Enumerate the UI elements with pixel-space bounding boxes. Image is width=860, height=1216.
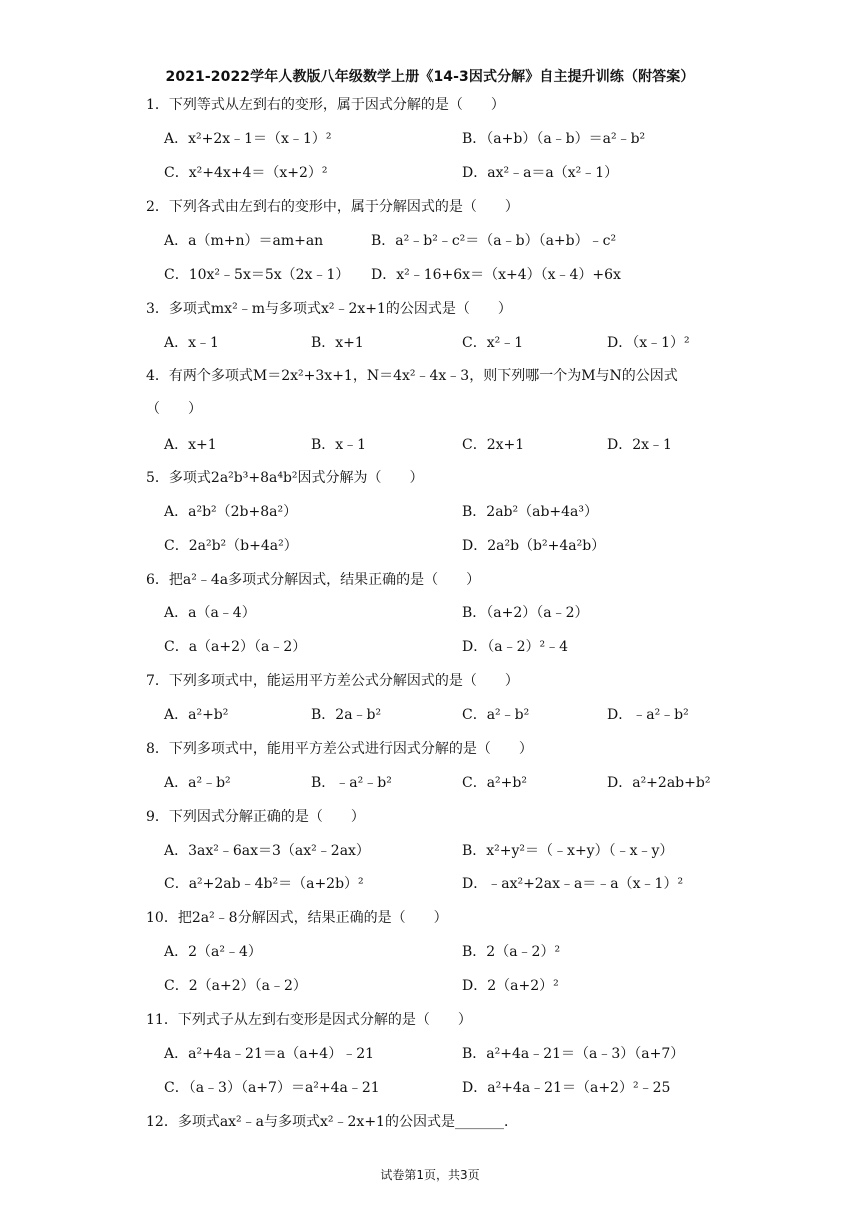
question-2-option-d: D．x²﹣16+6x＝（x+4）（x﹣4）+6x (371, 267, 621, 283)
question-11-option-b: B．a²+4a﹣21＝（a﹣3）（a+7） (462, 1046, 685, 1062)
question-10: 10．把2a²﹣8分解因式，结果正确的是（ ） (146, 910, 448, 926)
question-2-option-a: A．a（m+n）＝am+an (164, 233, 324, 249)
question-12: 12．多项式ax²﹣a与多项式x²﹣2x+1的公因式是_______． (146, 1114, 518, 1130)
question-8-option-a: A．a²﹣b² (164, 775, 231, 791)
question-1-option-d: D．ax²﹣a＝a（x²﹣1） (462, 165, 619, 181)
question-8: 8．下列多项式中，能用平方差公式进行因式分解的是（ ） (146, 741, 533, 757)
question-11: 11．下列式子从左到右变形是因式分解的是（ ） (146, 1012, 472, 1028)
question-3: 3．多项式mx²﹣m与多项式x²﹣2x+1的公因式是（ ） (146, 301, 512, 317)
page-footer: 试卷第1页，共3页 (380, 1168, 480, 1182)
question-6-option-c: C．a（a+2）（a﹣2） (164, 639, 307, 655)
page-title: 2021-2022学年人教版八年级数学上册《14-3因式分解》自主提升训练（附答案） (165, 69, 695, 85)
question-10-option-d: D．2（a+2）² (462, 978, 559, 994)
question-4-option-d: D．2x﹣1 (607, 437, 672, 453)
question-6-option-d: D．（a﹣2）²﹣4 (462, 639, 568, 655)
question-5-option-a: A．a²b²（2b+8a²） (164, 504, 298, 520)
question-4: 4．有两个多项式M＝2x²+3x+1，N＝4x²﹣4x﹣3，则下列哪一个为M与N的公因式（ ） (146, 368, 678, 417)
question-9-option-a: A．3ax²﹣6ax＝3（ax²﹣2ax） (164, 843, 370, 859)
question-8-option-b: B．﹣a²﹣b² (311, 775, 392, 791)
question-2-option-c: C．10x²﹣5x＝5x（2x﹣1） (164, 267, 350, 283)
question-7-option-a: A．a²+b² (164, 707, 229, 723)
question-11-option-d: D．a²+4a﹣21＝（a+2）²﹣25 (462, 1080, 671, 1096)
question-9-option-c: C．a²+2ab﹣4b²＝（a+2b）² (164, 876, 364, 892)
question-9-option-b: B．x²+y²＝（﹣x+y）（﹣x﹣y） (462, 843, 674, 859)
question-4-option-c: C．2x+1 (462, 437, 525, 453)
question-1-option-a: A．x²+2x﹣1＝（x﹣1）² (164, 131, 332, 147)
question-6: 6．把a²﹣4a多项式分解因式，结果正确的是（ ） (146, 572, 481, 588)
question-11-option-a: A．a²+4a﹣21＝a（a+4）﹣21 (164, 1046, 375, 1062)
question-1: 1．下列等式从左到右的变形，属于因式分解的是（ ） (146, 97, 505, 113)
question-3-option-d: D．（x﹣1）² (607, 335, 690, 351)
question-5: 5．多项式2a²b³+8a⁴b²因式分解为（ ） (146, 470, 424, 486)
question-2: 2．下列各式由左到右的变形中，属于分解因式的是（ ） (146, 199, 519, 215)
question-6-option-a: A．a（a﹣4） (164, 605, 256, 621)
question-5-option-c: C．2a²b²（b+4a²） (164, 538, 298, 554)
question-5-option-d: D．2a²b（b²+4a²b） (462, 538, 606, 554)
question-5-option-b: B．2ab²（ab+4a³） (462, 504, 599, 520)
question-1-option-c: C．x²+4x+4＝（x+2）² (164, 165, 328, 181)
question-6-option-b: B．（a+2）（a﹣2） (462, 605, 589, 621)
question-7-option-c: C．a²﹣b² (462, 707, 530, 723)
question-9: 9．下列因式分解正确的是（ ） (146, 809, 365, 825)
question-10-option-c: C．2（a+2）（a﹣2） (164, 978, 307, 994)
question-11-option-c: C．（a﹣3）（a+7）＝a²+4a﹣21 (164, 1080, 380, 1096)
question-9-option-d: D．﹣ax²+2ax﹣a＝﹣a（x﹣1）² (462, 876, 684, 892)
question-7-option-b: B．2a﹣b² (311, 707, 382, 723)
question-4-option-a: A．x+1 (164, 437, 217, 453)
question-1-option-b: B．（a+b）（a﹣b）＝a²﹣b² (462, 131, 646, 147)
question-3-option-b: B．x+1 (311, 335, 364, 351)
question-7: 7．下列多项式中，能运用平方差公式分解因式的是（ ） (146, 673, 519, 689)
question-8-option-c: C．a²+b² (462, 775, 527, 791)
question-3-option-a: A．x﹣1 (164, 335, 219, 351)
question-7-option-d: D．﹣a²﹣b² (607, 707, 689, 723)
question-2-option-b: B．a²﹣b²﹣c²＝（a﹣b）（a+b）﹣c² (371, 233, 617, 249)
question-10-option-b: B．2（a﹣2）² (462, 944, 561, 960)
question-3-option-c: C．x²﹣1 (462, 335, 524, 351)
question-10-option-a: A．2（a²﹣4） (164, 944, 262, 960)
question-8-option-d: D．a²+2ab+b² (607, 775, 711, 791)
question-4-option-b: B．x﹣1 (311, 437, 367, 453)
